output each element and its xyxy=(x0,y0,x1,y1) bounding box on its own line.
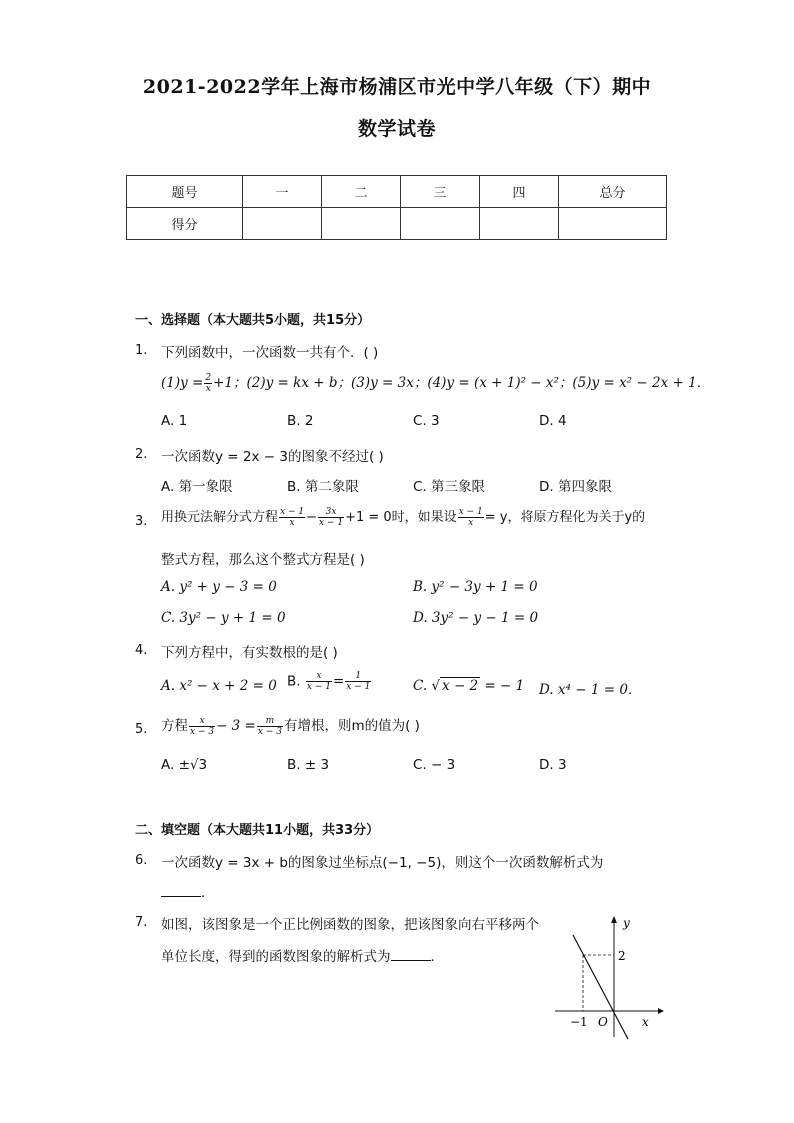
fraction xyxy=(345,671,371,692)
denominator: x xyxy=(468,518,474,528)
radicand: x − 2 xyxy=(442,678,479,694)
score-header-cell: 一 xyxy=(243,176,322,208)
x-axis-label: x xyxy=(642,1015,649,1029)
denominator: x − 1 xyxy=(306,682,331,692)
question-number: 6. xyxy=(135,853,148,868)
y-tick-label: 2 xyxy=(618,949,626,963)
numerator: 1 xyxy=(345,671,371,682)
x-tick-label: −1 xyxy=(570,1015,588,1029)
score-header-cell: 总分 xyxy=(559,176,667,208)
numerator: x xyxy=(306,671,332,682)
score-cell xyxy=(322,208,401,240)
option-a: A. 1 xyxy=(161,413,188,429)
option-b: B. 第二象限 xyxy=(287,479,359,495)
score-table-score-row xyxy=(127,208,667,240)
question-3-line-2: 整式方程，那么这个整式方程是( ) xyxy=(161,552,365,568)
q1-list-rest: +1；(2)y = kx + b；(3)y = 3x；(4)y = (x + 1)² − x²；(5)y = x² − 2x + 1． xyxy=(213,375,711,391)
section-1-heading: 一、选择题（本大题共5小题，共15分） xyxy=(135,313,371,328)
denominator: x xyxy=(289,518,295,528)
option-b: B. y² − 3y + 1 = 0 xyxy=(413,579,538,595)
y-axis-label: y xyxy=(623,916,630,930)
denominator: x − 3 xyxy=(190,726,215,737)
option-d: D. 4 xyxy=(539,413,567,429)
option-b: B. ± 3 xyxy=(287,757,330,773)
fraction xyxy=(279,507,305,528)
fraction xyxy=(189,716,215,737)
option-a: A. ±√3 xyxy=(161,757,208,773)
score-cell xyxy=(480,208,559,240)
question-1-stem: 下列函数中，一次函数一共有个．( ) xyxy=(161,345,379,361)
score-header-cell: 三 xyxy=(401,176,480,208)
equals-sign: = xyxy=(332,673,345,690)
option-d: D. 3y² − y − 1 = 0 xyxy=(413,610,539,626)
question-6-line-2 xyxy=(161,881,215,901)
fraction xyxy=(306,671,332,692)
question-3-line-1 xyxy=(161,506,645,528)
score-table xyxy=(126,175,667,240)
period: ． xyxy=(430,949,444,965)
question-7-line-1: 如图，该图象是一个正比例函数的图象，把该图象向右平移两个 xyxy=(161,917,539,933)
fraction xyxy=(204,373,212,394)
q7-text: 单位长度，得到的函数图象的解析式为 xyxy=(161,949,391,965)
score-header-cell: 四 xyxy=(480,176,559,208)
denominator: x − 3 xyxy=(257,726,282,737)
option-value: = − 1 xyxy=(484,678,525,694)
fraction xyxy=(318,507,344,528)
option-d: D. 第四象限 xyxy=(539,479,612,495)
numerator: x xyxy=(189,716,215,727)
question-number: 5. xyxy=(135,722,148,737)
question-2-stem: 一次函数y = 2x − 3的图象不经过( ) xyxy=(161,449,384,465)
numerator: x − 1 xyxy=(458,507,483,517)
x-axis-arrow xyxy=(658,1008,664,1014)
q3-text: 用换元法解分式方程 xyxy=(161,510,279,525)
denominator: x − 1 xyxy=(346,682,371,692)
section-2-heading: 二、填空题（本大题共11小题，共33分） xyxy=(135,823,380,838)
fraction xyxy=(257,716,283,737)
question-number: 7. xyxy=(135,915,148,930)
score-header-cell: 二 xyxy=(322,176,401,208)
option-b: B. 2 xyxy=(287,413,314,429)
function-graph xyxy=(550,905,670,1045)
question-4-stem: 下列方程中，有实数根的是( ) xyxy=(161,645,338,661)
option-d: D. 3 xyxy=(539,757,567,773)
q3-text: − xyxy=(306,510,317,525)
question-6-stem: 一次函数y = 3x + b的图象过坐标点(−1, −5)，则这个一次函数解析式为 xyxy=(161,855,604,871)
answer-blank[interactable] xyxy=(161,884,201,897)
numerator: 2 xyxy=(205,372,212,383)
option-d: D. x⁴ − 1 = 0． xyxy=(539,682,642,698)
question-number: 2. xyxy=(135,447,148,462)
option-c: C. − 3 xyxy=(413,757,456,773)
question-5-stem xyxy=(161,714,420,737)
q5-text: − 3 = xyxy=(216,718,256,734)
option-a: A. 第一象限 xyxy=(161,479,233,495)
q1-list-prefix: (1)y = xyxy=(161,375,204,391)
denominator: x xyxy=(205,383,211,394)
question-7-line-2 xyxy=(161,945,444,965)
q3-text: = y，将原方程化为关于y的 xyxy=(484,510,646,525)
q5-text: 有增根，则m的值为( ) xyxy=(283,718,420,734)
question-number: 1. xyxy=(135,343,148,358)
option-letter: C. √ xyxy=(413,678,441,694)
score-row-label: 得分 xyxy=(127,208,243,240)
numerator: m xyxy=(257,716,283,727)
score-table-header-row xyxy=(127,176,667,208)
numerator: x − 1 xyxy=(280,507,305,517)
question-number: 3. xyxy=(135,514,148,529)
question-1-list xyxy=(161,371,710,394)
fraction xyxy=(458,507,484,528)
q3-text: +1 = 0时，如果设 xyxy=(345,510,457,525)
question-number: 4. xyxy=(135,643,148,658)
option-c: C. 3 xyxy=(413,413,440,429)
page-title: 2021-2022学年上海市杨浦区市光中学八年级（下）期中 xyxy=(142,76,652,98)
q5-text: 方程 xyxy=(161,718,188,734)
answer-blank[interactable] xyxy=(391,948,431,961)
score-cell xyxy=(559,208,667,240)
option-c xyxy=(413,678,524,694)
option-a: A. x² − x + 2 = 0 xyxy=(161,678,277,694)
page-subtitle: 数学试卷 xyxy=(357,118,436,140)
option-letter: B. xyxy=(287,673,301,690)
y-axis-arrow xyxy=(611,916,617,923)
option-b xyxy=(287,671,372,692)
score-cell xyxy=(243,208,322,240)
numerator: 3x xyxy=(318,507,344,518)
origin-label: O xyxy=(598,1015,608,1029)
period: ． xyxy=(201,885,215,901)
option-a: A. y² + y − 3 = 0 xyxy=(161,579,277,595)
score-cell xyxy=(401,208,480,240)
option-c: C. 第三象限 xyxy=(413,479,486,495)
option-c: C. 3y² − y + 1 = 0 xyxy=(161,610,286,626)
score-header-cell: 题号 xyxy=(127,176,243,208)
denominator: x − 1 xyxy=(319,518,344,528)
